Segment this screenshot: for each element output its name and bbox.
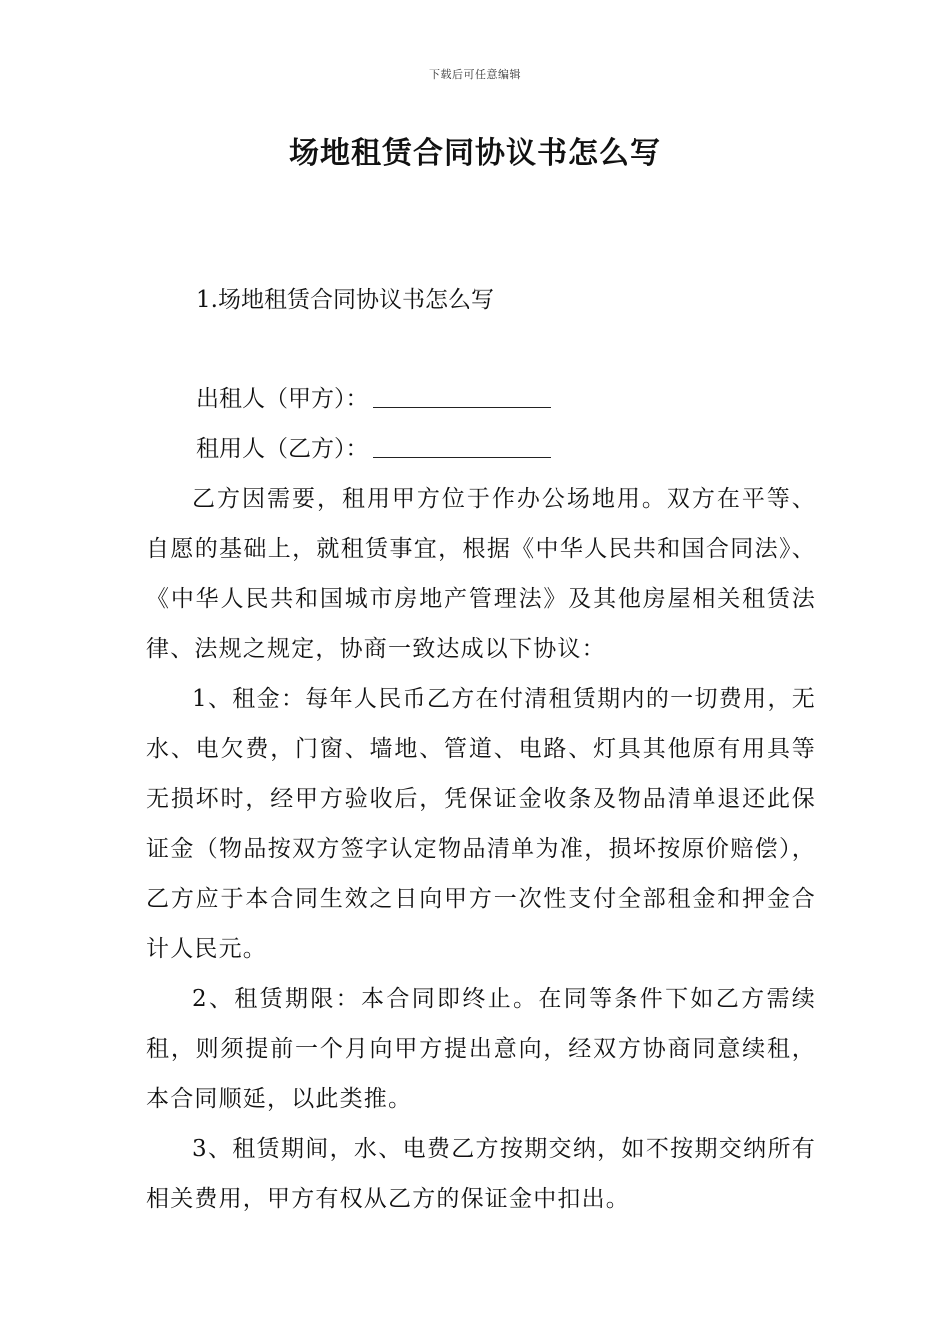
lessor-blank	[373, 387, 551, 408]
section-heading: 1.场地租赁合同协议书怎么写	[196, 287, 494, 313]
clause-1-paragraph: 1、租金：每年人民币乙方在付清租赁期内的一切费用，无水、电欠费，门窗、墙地、管道、电路、灯具其他原有用具等无损坏时，经甲方验收后，凭保证金收条及物品清单退还此保证金（物品按双方签字认定物品清单为准，损坏按原价赔偿），乙方应于本合同生效之日向甲方一次性支付全部租金和押金合计人民元。	[146, 686, 816, 962]
lessor-line	[196, 374, 551, 424]
clause-3-paragraph: 3、租赁期间，水、电费乙方按期交纳，如不按期交纳所有相关费用，甲方有权从乙方的保证金中扣出。	[146, 1136, 816, 1212]
clause-2-paragraph: 2、租赁期限：本合同即终止。在同等条件下如乙方需续租，则须提前一个月向甲方提出意向，经双方协商同意续租，本合同顺延，以此类推。	[146, 986, 816, 1112]
document-title: 场地租赁合同协议书怎么写	[289, 136, 661, 171]
lessor-label: 出租人（甲方）：	[196, 386, 369, 412]
header-note: 下载后可任意编辑	[429, 68, 521, 81]
intro-paragraph: 乙方因需要，租用甲方位于作办公场地用。双方在平等、自愿的基础上，就租赁事宜，根据《中华人民共和国合同法》、《中华人民共和国城市房地产管理法》及其他房屋相关租赁法律、法规之规定，协商一致达成以下协议：	[146, 486, 816, 662]
lessee-blank	[373, 437, 551, 458]
lessee-label: 租用人（乙方）：	[196, 436, 369, 462]
contract-body	[146, 474, 816, 1224]
lessee-line	[196, 424, 551, 474]
